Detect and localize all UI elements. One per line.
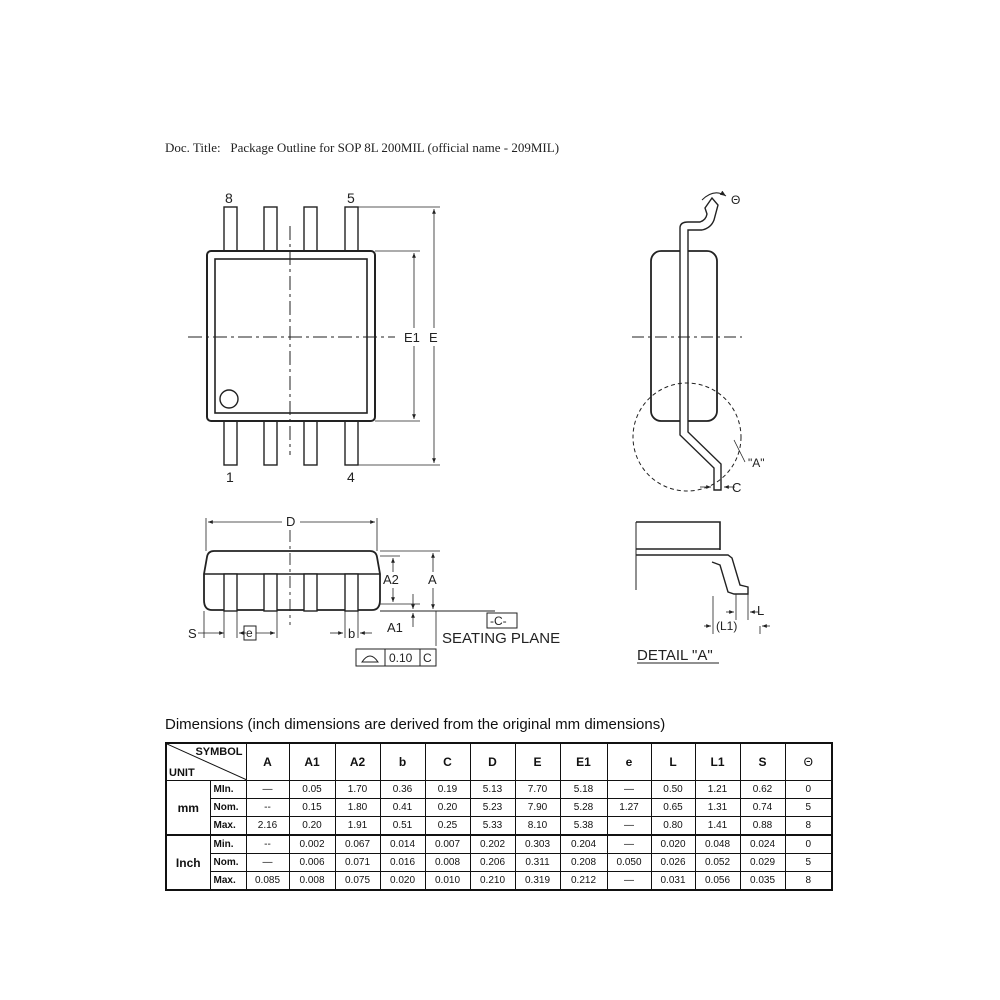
pin-top-4: [345, 207, 358, 252]
dim-label-C: C: [732, 480, 742, 495]
lead-2: [264, 574, 277, 611]
table-cell: 0.319: [515, 872, 560, 891]
table-cell: 0.029: [740, 854, 785, 872]
table-cell: --: [246, 835, 289, 854]
lead-3: [304, 574, 317, 611]
dim-label-D: D: [286, 514, 296, 529]
table-body: [166, 781, 832, 891]
column-header: Θ: [785, 743, 832, 781]
table-cell: 0.085: [246, 872, 289, 891]
table-cell: 0.210: [470, 872, 515, 891]
row-label: Nom.: [210, 854, 246, 872]
table-cell: 0.014: [380, 835, 425, 854]
table-cell: 0.020: [651, 835, 695, 854]
dim-label-E1: E1: [404, 330, 420, 345]
pin-bottom-3: [304, 420, 317, 465]
table-cell: 1.91: [335, 817, 380, 836]
table-cell: 0.62: [740, 781, 785, 799]
dim-label-E: E: [429, 330, 438, 345]
table-cell: 7.90: [515, 799, 560, 817]
flatness-datum: C: [423, 651, 432, 665]
table-cell: 1.31: [695, 799, 740, 817]
flatness-symbol-icon: [362, 656, 378, 662]
table-cell: 5.33: [470, 817, 515, 836]
dimensions-table: [165, 742, 833, 891]
dim-label-A: A: [428, 572, 437, 587]
top-view: [188, 207, 440, 465]
table-cell: 0.056: [695, 872, 740, 891]
table-cell: 0.002: [289, 835, 335, 854]
table-cell: 5: [785, 854, 832, 872]
table-cell: 0.05: [289, 781, 335, 799]
table-cell: 5.28: [560, 799, 607, 817]
table-cell: 0.65: [651, 799, 695, 817]
table-cell: 0.071: [335, 854, 380, 872]
lead-4: [345, 574, 358, 611]
table-cell: 0.007: [425, 835, 470, 854]
table-cell: 0.19: [425, 781, 470, 799]
table-cell: 8.10: [515, 817, 560, 836]
table-row: [166, 817, 832, 836]
table-cell: 0.212: [560, 872, 607, 891]
dim-label-L: L: [757, 603, 765, 618]
row-label: Min.: [210, 835, 246, 854]
column-header: D: [470, 743, 515, 781]
table-cell: 0.36: [380, 781, 425, 799]
pin-label-4: 4: [347, 469, 355, 485]
table-cell: 0.010: [425, 872, 470, 891]
table-cell: —: [607, 835, 651, 854]
table-cell: 5.13: [470, 781, 515, 799]
dim-label-S: S: [188, 626, 197, 641]
column-header: E: [515, 743, 560, 781]
pin-label-1: 1: [226, 469, 234, 485]
dim-label-b: b: [348, 626, 356, 641]
package-body-top: [207, 251, 375, 421]
table-cell: 0.206: [470, 854, 515, 872]
column-header: E1: [560, 743, 607, 781]
column-header: C: [425, 743, 470, 781]
table-cell: 0.052: [695, 854, 740, 872]
table-cell: 0.008: [289, 872, 335, 891]
table-cell: 2.16: [246, 817, 289, 836]
table-row: [166, 835, 832, 854]
table-row: [166, 799, 832, 817]
table-cell: 0.50: [651, 781, 695, 799]
detail-a-view: [636, 522, 770, 663]
unit-label: mm: [166, 781, 210, 836]
table-cell: —: [246, 854, 289, 872]
dim-label-L1: (L1): [716, 619, 738, 633]
table-cell: 0.15: [289, 799, 335, 817]
table-cell: 0.067: [335, 835, 380, 854]
table-cell: 8: [785, 817, 832, 836]
column-header: L: [651, 743, 695, 781]
table-cell: —: [607, 817, 651, 836]
table-cell: 0.048: [695, 835, 740, 854]
datum-label-c: -C-: [490, 614, 507, 628]
table-cell: 0.035: [740, 872, 785, 891]
pin-bottom-1: [224, 420, 237, 465]
column-header: S: [740, 743, 785, 781]
detail-a-title: DETAIL "A": [637, 647, 713, 664]
dim-label-A1: A1: [387, 620, 403, 635]
table-cell: 0.74: [740, 799, 785, 817]
table-cell: 5.23: [470, 799, 515, 817]
pin-label-8: 8: [225, 190, 233, 206]
table-cell: 0.016: [380, 854, 425, 872]
table-cell: --: [246, 799, 289, 817]
table-cell: 0.050: [607, 854, 651, 872]
table-cell: 0.006: [289, 854, 335, 872]
table-cell: —: [246, 781, 289, 799]
pin-bottom-4: [345, 420, 358, 465]
column-header: A1: [289, 743, 335, 781]
column-header: A2: [335, 743, 380, 781]
table-row: [166, 854, 832, 872]
table-cell: 0.208: [560, 854, 607, 872]
table-cell: —: [607, 781, 651, 799]
table-cell: 0.202: [470, 835, 515, 854]
table-cell: 0.204: [560, 835, 607, 854]
lead-1: [224, 574, 237, 611]
table-cell: 1.70: [335, 781, 380, 799]
column-header: b: [380, 743, 425, 781]
pin-top-2: [264, 207, 277, 252]
seating-plane-label: SEATING PLANE: [442, 630, 561, 647]
doc-title: Doc. Title: Package Outline for SOP 8L 200MIL (official name - 209MIL): [165, 140, 560, 155]
pin-bottom-2: [264, 420, 277, 465]
table-cell: 0.51: [380, 817, 425, 836]
table-cell: 0.075: [335, 872, 380, 891]
table-cell: —: [607, 872, 651, 891]
table-row: [166, 781, 832, 799]
corner-symbol-label: SYMBOL: [195, 746, 243, 758]
pin-top-3: [304, 207, 317, 252]
table-cell: 0.41: [380, 799, 425, 817]
table-cell: 0.026: [651, 854, 695, 872]
table-cell: 0.25: [425, 817, 470, 836]
dim-label-e: e: [246, 626, 253, 640]
table-cell: 0: [785, 781, 832, 799]
table-cell: 1.27: [607, 799, 651, 817]
unit-label: Inch: [166, 835, 210, 890]
table-cell: 1.21: [695, 781, 740, 799]
table-cell: 0.88: [740, 817, 785, 836]
row-label: Nom.: [210, 799, 246, 817]
table-cell: 0.80: [651, 817, 695, 836]
table-cell: 5.38: [560, 817, 607, 836]
table-cell: 0.311: [515, 854, 560, 872]
table-cell: 0.024: [740, 835, 785, 854]
table-cell: 0.303: [515, 835, 560, 854]
detail-a-callout: "A": [748, 456, 765, 470]
pin-label-5: 5: [347, 190, 355, 206]
table-cell: 0.031: [651, 872, 695, 891]
table-cell: 1.41: [695, 817, 740, 836]
row-label: MIn.: [210, 781, 246, 799]
row-label: Max.: [210, 817, 246, 836]
table-caption: Dimensions (inch dimensions are derived from the original mm dimensions): [165, 716, 666, 733]
theta-label: Θ: [731, 193, 741, 207]
dim-label-A2: A2: [383, 572, 399, 587]
table-cell: 0.020: [380, 872, 425, 891]
row-label: Max.: [210, 872, 246, 891]
table-cell: 0.20: [289, 817, 335, 836]
table-cell: 0: [785, 835, 832, 854]
column-header: A: [246, 743, 289, 781]
pin-top-1: [224, 207, 237, 252]
table-cell: 0.20: [425, 799, 470, 817]
column-header: L1: [695, 743, 740, 781]
column-header: e: [607, 743, 651, 781]
table-cell: 1.80: [335, 799, 380, 817]
end-view: [632, 193, 745, 491]
table-cell: 0.008: [425, 854, 470, 872]
corner-unit-label: UNIT: [169, 767, 195, 779]
table-cell: 5: [785, 799, 832, 817]
table-cell: 7.70: [515, 781, 560, 799]
table-cell: 5.18: [560, 781, 607, 799]
table-corner-header: [166, 743, 246, 781]
flatness-value: 0.10: [389, 651, 413, 665]
table-cell: 8: [785, 872, 832, 891]
table-row: [166, 872, 832, 891]
